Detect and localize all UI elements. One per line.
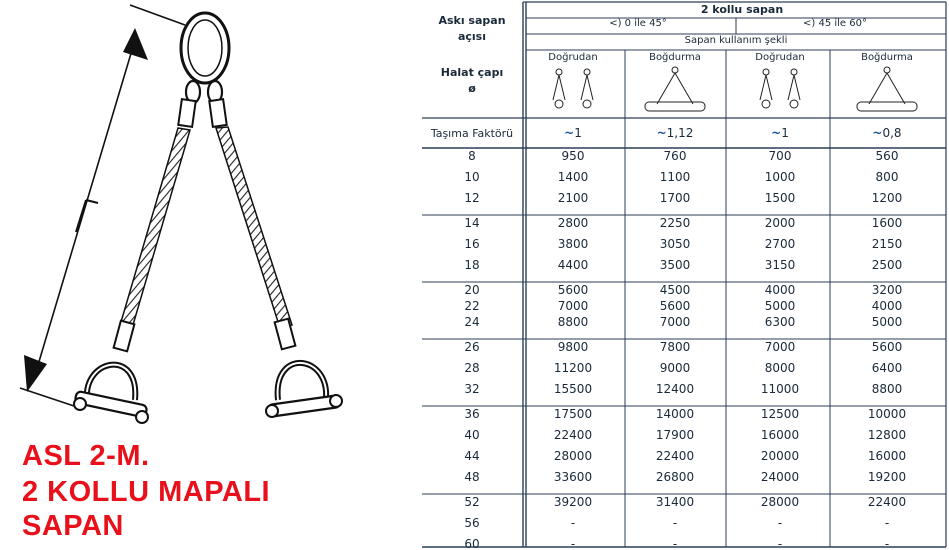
- factor-value: [872, 126, 901, 140]
- rope-diameter: 16: [464, 237, 480, 251]
- capacity-value: 2250: [659, 216, 691, 230]
- shackle-right: [266, 363, 342, 417]
- method-4: Boğdurma: [861, 52, 913, 63]
- capacity-value: 12400: [655, 382, 695, 396]
- capacity-value: 3800: [557, 237, 589, 251]
- table-row: [464, 340, 902, 354]
- capacity-value: 2000: [764, 216, 796, 230]
- factor-number: 1: [781, 126, 789, 140]
- arrow-up-icon: [123, 28, 148, 60]
- capacity-value: 6300: [764, 315, 796, 329]
- capacity-value: 4000: [871, 299, 903, 313]
- capacity-value: 28000: [553, 449, 593, 463]
- tilde-icon: ~: [771, 126, 782, 140]
- load-table: [420, 0, 949, 550]
- capacity-value: 4000: [764, 283, 796, 297]
- capacity-value: -: [672, 537, 678, 550]
- method-2: Boğdurma: [649, 52, 701, 63]
- capacity-value: 3150: [764, 258, 796, 272]
- capacity-value: 31400: [655, 495, 695, 509]
- capacity-value: 9000: [659, 361, 691, 375]
- rope-diameter: 32: [464, 382, 480, 396]
- choke-sling-icon: [857, 67, 917, 111]
- capacity-value: 8000: [764, 361, 796, 375]
- dimension-tick-bottom: [20, 388, 80, 408]
- capacity-value: 700: [768, 149, 792, 163]
- rope-diameter: 48: [464, 470, 480, 484]
- capacity-value: 7800: [659, 340, 691, 354]
- capacity-value: 39200: [553, 495, 593, 509]
- capacity-value: 9800: [557, 340, 589, 354]
- factor-label: Taşıma Faktörü: [430, 127, 514, 140]
- capacity-value: -: [672, 516, 678, 530]
- table-row: [464, 170, 898, 184]
- capacity-value: 12500: [760, 407, 800, 421]
- capacity-value: 22400: [655, 449, 695, 463]
- header-diameter-symbol: ø: [468, 82, 476, 95]
- capacity-value: 11000: [760, 382, 800, 396]
- capacity-value: 3050: [659, 237, 691, 251]
- capacity-value: 2100: [557, 191, 589, 205]
- table-row: [464, 361, 902, 375]
- table-row: [468, 149, 898, 163]
- table-row: [464, 237, 902, 251]
- table-row: [464, 516, 889, 530]
- capacity-value: -: [570, 537, 576, 550]
- header-diameter-label: Halat çapı: [440, 66, 504, 79]
- capacity-value: 1400: [557, 170, 589, 184]
- capacity-value: 1200: [871, 191, 903, 205]
- capacity-value: -: [777, 537, 783, 550]
- factor-value: [564, 126, 582, 140]
- table-row: [464, 495, 906, 509]
- rope-right: [216, 127, 292, 328]
- capacity-value: 10000: [867, 407, 907, 421]
- capacity-value: 560: [875, 149, 899, 163]
- rope-diameter: 40: [464, 428, 480, 442]
- table-row: [464, 315, 902, 329]
- dimension-tick-top: [130, 5, 185, 25]
- capacity-value: 12800: [867, 428, 907, 442]
- rope-diameter: 28: [464, 361, 480, 375]
- header-usage: Sapan kullanım şekli: [684, 35, 788, 46]
- capacity-value: 7000: [659, 315, 691, 329]
- method-3: Doğrudan: [755, 52, 805, 63]
- capacity-value: -: [884, 516, 890, 530]
- capacity-value: 19200: [867, 470, 907, 484]
- rope-diameter: 44: [464, 449, 480, 463]
- capacity-value: 7000: [764, 340, 796, 354]
- capacity-value: 2800: [557, 216, 589, 230]
- capacity-value: 11200: [553, 361, 593, 375]
- capacity-value: 15500: [553, 382, 593, 396]
- header-angle-1: <) 0 ile 45°: [609, 18, 667, 29]
- capacity-value: 1700: [659, 191, 691, 205]
- capacity-value: 800: [875, 170, 899, 184]
- capacity-value: 4400: [557, 258, 589, 272]
- direct-sling-icon: [760, 69, 800, 108]
- rope-diameter: 12: [464, 191, 480, 205]
- product-title-line-2: 2 KOLLU MAPALI: [22, 476, 271, 508]
- capacity-value: 6400: [871, 361, 903, 375]
- table-row: [464, 449, 906, 463]
- rope-diameter: 52: [464, 495, 480, 509]
- capacity-value: 8800: [871, 382, 903, 396]
- product-title-line-3: SAPAN: [22, 510, 124, 542]
- header-angle-label-1: Askı sapan: [438, 14, 506, 27]
- capacity-value: 16000: [760, 428, 800, 442]
- capacity-value: 3500: [659, 258, 691, 272]
- header-main: 2 kollu sapan: [700, 3, 784, 16]
- capacity-value: -: [570, 516, 576, 530]
- capacity-value: 5600: [659, 299, 691, 313]
- rope-diameter: 24: [464, 315, 480, 329]
- capacity-value: -: [884, 537, 890, 550]
- shackle-left: [74, 365, 148, 423]
- capacity-value: -: [777, 516, 783, 530]
- capacity-value: 22400: [553, 428, 593, 442]
- table-row: [464, 191, 902, 205]
- capacity-value: 8800: [557, 315, 589, 329]
- tilde-icon: ~: [656, 126, 667, 140]
- direct-sling-icon: [553, 69, 593, 108]
- rope-diameter: 14: [464, 216, 480, 230]
- table-row: [464, 428, 906, 442]
- rope-diameter: 60: [464, 537, 480, 550]
- factor-number: 1: [574, 126, 582, 140]
- capacity-value: 16000: [867, 449, 907, 463]
- choke-sling-icon: [645, 67, 705, 111]
- capacity-value: 33600: [553, 470, 593, 484]
- rope-diameter: 10: [464, 170, 480, 184]
- rope-diameter: 22: [464, 299, 480, 313]
- capacity-value: 3200: [871, 283, 903, 297]
- capacity-value: 4500: [659, 283, 691, 297]
- rope-diameter: 26: [464, 340, 480, 354]
- capacity-value: 1100: [659, 170, 691, 184]
- capacity-value: 2500: [871, 258, 903, 272]
- capacity-value: 5600: [557, 283, 589, 297]
- capacity-value: 5000: [871, 315, 903, 329]
- capacity-value: 22400: [867, 495, 907, 509]
- capacity-value: 17900: [655, 428, 695, 442]
- factor-value: [771, 126, 789, 140]
- factor-value: [657, 126, 694, 140]
- table-row: [464, 258, 902, 272]
- table-row: [464, 382, 902, 396]
- factor-number: 0,8: [882, 126, 902, 140]
- rope-diameter: 18: [464, 258, 480, 272]
- capacity-value: 20000: [760, 449, 800, 463]
- table-row: [464, 407, 906, 421]
- capacity-value: 2150: [871, 237, 903, 251]
- product-title-line-1: ASL 2-M.: [22, 440, 150, 472]
- capacity-value: 1600: [871, 216, 903, 230]
- rope-left: [121, 128, 190, 325]
- capacity-value: 5600: [871, 340, 903, 354]
- table-row: [464, 299, 902, 313]
- rope-diameter: 36: [464, 407, 480, 421]
- capacity-value: 1000: [764, 170, 796, 184]
- header-angle-label-2: açısı: [457, 30, 487, 43]
- table-row: [464, 470, 906, 484]
- capacity-value: 26800: [655, 470, 695, 484]
- table-row: [464, 537, 889, 550]
- method-1: Doğrudan: [548, 52, 598, 63]
- capacity-value: 7000: [557, 299, 589, 313]
- factor-number: 1,12: [666, 126, 694, 140]
- capacity-value: 760: [663, 149, 687, 163]
- capacity-value: 950: [561, 149, 585, 163]
- table-row: [464, 283, 902, 297]
- capacity-value: 2700: [764, 237, 796, 251]
- capacity-value: 24000: [760, 470, 800, 484]
- arrow-down-icon: [24, 355, 47, 392]
- tilde-icon: ~: [872, 126, 883, 140]
- capacity-value: 17500: [553, 407, 593, 421]
- capacity-value: 1500: [764, 191, 796, 205]
- table-row: [464, 216, 902, 230]
- rope-diameter: 8: [468, 149, 476, 163]
- capacity-value: 14000: [655, 407, 695, 421]
- header-angle-2: <) 45 ile 60°: [803, 18, 867, 29]
- capacity-value: 5000: [764, 299, 796, 313]
- rope-diameter: 20: [464, 283, 480, 297]
- tilde-icon: ~: [564, 126, 575, 140]
- rope-diameter: 56: [464, 516, 480, 530]
- capacity-value: 28000: [760, 495, 800, 509]
